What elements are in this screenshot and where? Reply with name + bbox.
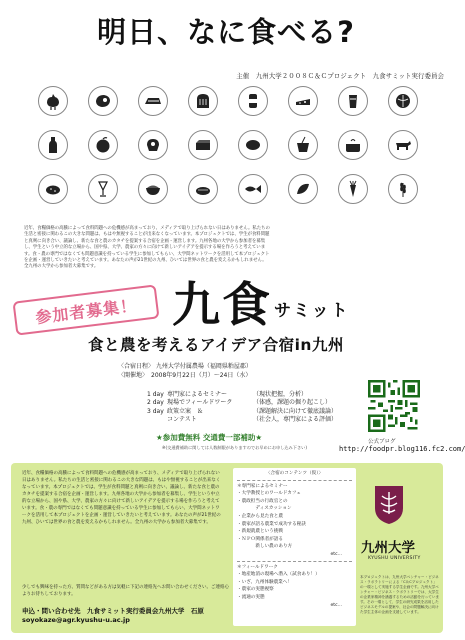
university-name-en: KYUSHU UNIVERSITY (368, 556, 421, 561)
field-heading: ＊フィールドワーク (237, 564, 278, 570)
wheat-icon (388, 174, 418, 204)
list-item: ・農家が語る農業で成功する秘訣 (237, 521, 306, 527)
list-item: ・企業から見た食と農 (237, 513, 283, 519)
contents-title: 〈合宿のコンテンツ（仮）〉 (265, 471, 324, 476)
closing-text: 少しでも興味を持った方、質問などがある方は気軽に下記の連絡先へお問い合わせください。ご連絡心よりお待ちしております。 (22, 585, 229, 597)
contact-email[interactable]: soyokaze@agr.kyushu-u.ac.jp (22, 616, 130, 624)
soybean-icon (288, 174, 318, 204)
etc-label: etc... (330, 602, 342, 608)
lemon-icon (238, 130, 268, 160)
list-item: ・流通の実態 (237, 594, 265, 600)
venue-line: 〈合宿日程〉 九州大学付属農場（福岡県粕屋郡） (118, 363, 252, 370)
icon-row (38, 86, 418, 116)
blog-label: 公式ブログ (368, 439, 396, 445)
can-icon (238, 86, 268, 116)
lettuce-icon (388, 86, 418, 116)
divider (237, 480, 352, 481)
university-crest-icon (372, 482, 406, 526)
list-item: 新しい農のあり方 (237, 544, 293, 550)
intro-text: 近年、食糧価格の高騰によって食料問題への危機感が高まっており、メディアで取り上げられない日はありません。私たちの生活と密接に関わるこの大きな問題は、もはや無視することが出来なくなっています。本プロジェクトでは、学生が食料問題と真剣に向き合い、議論し、新たな食と農のカタチを提案する合宿を企画・運営します。九州各地の大学から参加者を募集し、学生という中立的な立場から、国や県、大学、農家の方々に向けて新しいアイデアを提示する場を作ろうと考えています。食・農の専門ではなくても問題意識を持っている学生に参加してもらい、大学間ネットワークを活用して本プロジェクトを企画・運営していきたいと考えています。あなたの声が21世紀の九州、ひいては世界の食と農を変えるかもしれません。全九州の大学から参加者大募集です。 (24, 226, 270, 270)
blog-url-link[interactable]: http://foodpr.blog116.fc2.com/ (339, 445, 465, 453)
day-note: （社会人，専門家による評価） (253, 416, 338, 424)
list-item: ・農政担当の行政官との (237, 498, 288, 504)
free-participation-text: ★参加費無料 交通費一部補助★ (156, 433, 263, 442)
tuna-icon (138, 86, 168, 116)
organizer-line: 主催 九州大学２００８Ｃ＆Ｃプロジェクト 九食サミット実行委員会 (236, 72, 444, 80)
pie-icon (188, 174, 218, 204)
list-item: ・地産地消の現場へ潜入（試食あり！） (237, 572, 320, 578)
milk-bottle-icon (38, 130, 68, 160)
orange-icon (88, 130, 118, 160)
day-content: 専門家によるセミナー (167, 391, 228, 398)
carrot-icon (338, 174, 368, 204)
list-item: ・新規就農という挑戦 (237, 529, 283, 535)
fish-icon (238, 174, 268, 204)
list-item: ・農家の実態視察 (237, 587, 274, 593)
icon-row (38, 174, 418, 204)
cheese-icon (288, 86, 318, 116)
chicken-icon (38, 86, 68, 116)
day-note: （課題解決に向けて徹底議論） (253, 407, 338, 415)
list-item: ・いざ、九州体験農業へ！ (237, 579, 292, 585)
day-row (147, 408, 337, 416)
cup-icon (338, 86, 368, 116)
etc-label: etc... (330, 551, 342, 557)
event-name-suffix: サミット (274, 301, 350, 321)
food-icon-grid (38, 86, 418, 218)
event-subtitle: 食と農を考えるアイデア合宿in九州 (88, 336, 344, 354)
day-number (147, 416, 167, 424)
intro-text-repeat: 近年、食糧価格の高騰によって食料問題への危機感が高まっており、メディアで取り上げられない日はありません。私たちの生活と密接に関わるこの大きな問題は、もはや無視することが出来なくなっています。本プロジェクトでは、学生が食料問題と真剣に向き合い、議論し、新たな食と農のカタチを提案する合宿を企画・運営します。九州各地の大学から参加者を募集し、学生という中立的な立場から、国や県、大学、農家の方々に向けて新しいアイデアを提示する場を作ろうと考えています。食・農の専門ではなくても問題意識を持っている学生に参加してもらい、大学間ネットワークを活用して本プロジェクトを企画・運営していきたいと考えています。あなたの声が21世紀の九州、ひいては世界の食と農を変えるかもしれません。全九州の大学から参加者大募集です。 (22, 471, 221, 525)
ham-icon (138, 130, 168, 160)
rice-bowl-icon (138, 174, 168, 204)
icon-row (38, 130, 418, 160)
divider (237, 561, 352, 562)
transport-note: ※(交通費補助に関しては人数制限がありますのでお早めにお申し込み下さい) (162, 445, 307, 450)
potato-icon (38, 174, 68, 204)
day-content: 政策立案 ＆ (167, 407, 204, 415)
page-title: 明日、なに食べる? (97, 15, 355, 49)
schedule-block (118, 362, 252, 380)
day-content: コンテスト (167, 416, 197, 424)
cup-noodle-icon (288, 130, 318, 160)
day-note: （現状把握，分析） (253, 391, 308, 398)
contact-block (22, 607, 237, 625)
list-item: ・ＮＰＯ関係者が語る (237, 536, 283, 542)
seminar-heading: ＊専門家によるセミナー (237, 483, 288, 489)
pot-icon (338, 130, 368, 160)
list-item: ディスカッション (237, 506, 292, 512)
day-list (147, 391, 337, 425)
wine-glass-icon (88, 174, 118, 204)
project-about-text: 本プロジェクトは、九州大学ベンチャー・ビジネス・ラボラトリーによる「C＆Cプロジェクト」の一環として実施する学生企画です。九州大学ベンチャー・ビジネス・ラボラトリーでは、大学生の企業家精神を涵養するための活動を行っています。その一環として、学生の研究成果を活用したビジネスモデルの提案や、社会の問題解決に向けた学生主体の企画を支援しています。 (360, 575, 440, 614)
event-name: 九食 (172, 277, 273, 333)
list-item: ・大学教授とのワールドカフェ (237, 491, 301, 497)
recruit-badge: 参加者募集！ (12, 284, 159, 335)
date-line: 〈開催地〉 2008年9月22日（月）〜24日（水） (118, 372, 252, 379)
contact-line: 申込・問い合わせ先 九食サミット実行委員会九州大学 石原 (22, 607, 204, 615)
day-number: 3 day (147, 407, 164, 415)
contents-box (233, 468, 356, 626)
qr-code[interactable] (368, 380, 420, 432)
day-number: 2 day (147, 399, 164, 407)
day-row (147, 416, 337, 424)
bread-icon (188, 86, 218, 116)
day-row (147, 399, 337, 407)
steak-icon (88, 86, 118, 116)
university-name: 九州大学 (361, 540, 415, 556)
day-note: （体感，課題の掘り起こし） (253, 399, 332, 407)
day-content: 現場でフィールドワーク (167, 399, 233, 407)
cow-icon (388, 130, 418, 160)
day-number: 1 day (147, 391, 164, 398)
butter-icon (188, 130, 218, 160)
